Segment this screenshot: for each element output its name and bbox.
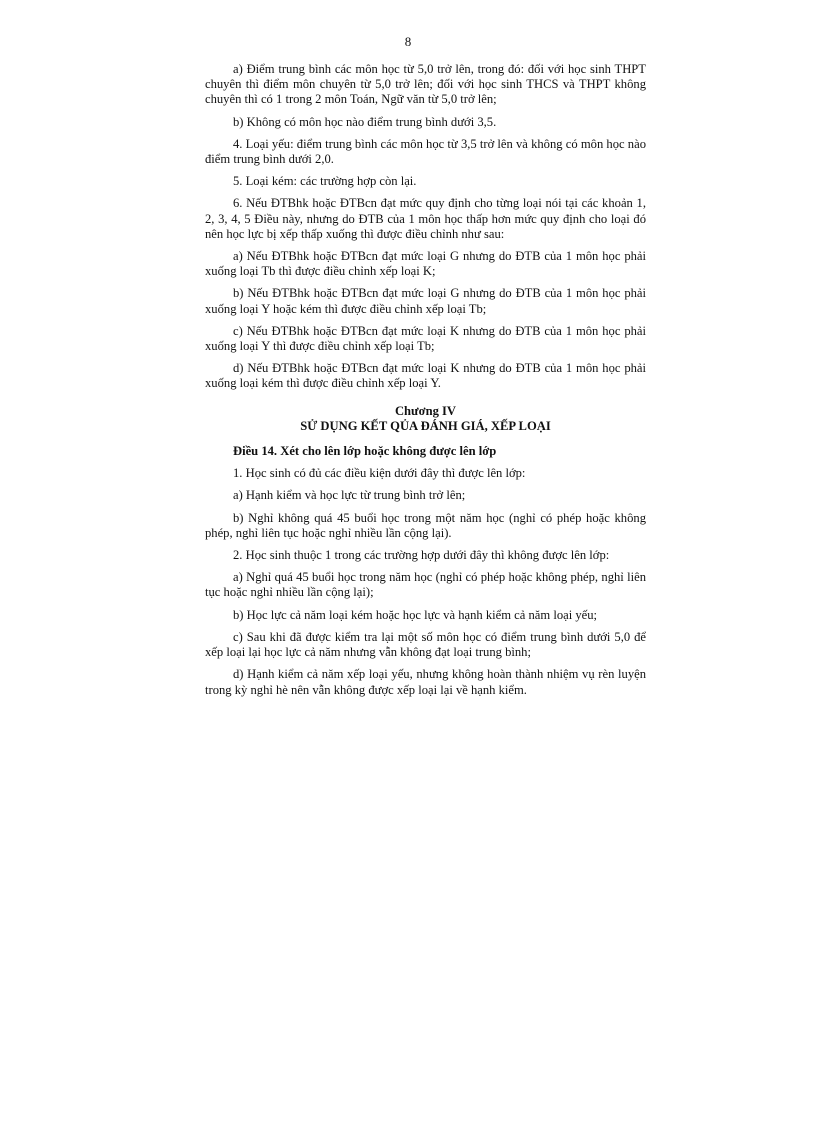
- paragraph: a) Nếu ĐTBhk hoặc ĐTBcn đạt mức loại G nhưng do ĐTB của 1 môn học phải xuống loại Tb thì được điều chỉnh xếp loại K;: [205, 249, 646, 279]
- paragraph: b) Không có môn học nào điểm trung bình dưới 3,5.: [233, 114, 497, 129]
- paragraph: 2. Học sinh thuộc 1 trong các trường hợp dưới đây thì không được lên lớp:: [233, 548, 610, 563]
- paragraph: c) Nếu ĐTBhk hoặc ĐTBcn đạt mức loại K nhưng do ĐTB của 1 môn học phải xuống loại Y thì được điều chỉnh xếp loại Tb;: [205, 323, 646, 354]
- paragraph: 4. Loại yếu: điểm trung bình các môn học từ 3,5 trở lên và không có môn học nào điểm trung bình dưới 2,0.: [205, 136, 646, 167]
- paragraph: b) Nếu ĐTBhk hoặc ĐTBcn đạt mức loại G nhưng do ĐTB của 1 môn học phải xuống loại Y hoặc kém thì được điều chỉnh xếp loại Tb;: [205, 286, 646, 316]
- page-number: 8: [404, 34, 412, 49]
- paragraph: 1. Học sinh có đủ các điều kiện dưới đây thì được lên lớp:: [233, 466, 526, 481]
- article-heading: Điều 14. Xét cho lên lớp hoặc không được lên lớp: [233, 444, 497, 459]
- paragraph: c) Sau khi đã được kiểm tra lại một số môn học có điểm trung bình dưới 5,0 để xếp loại lại học lực cả năm nhưng vẫn không đạt loại trung bình;: [205, 629, 646, 660]
- paragraph: a) Nghỉ quá 45 buổi học trong năm học (nghỉ có phép hoặc không phép, nghỉ liên tục hoặc nghỉ nhiều lần cộng lại);: [205, 570, 646, 600]
- paragraph: a) Điểm trung bình các môn học từ 5,0 trở lên, trong đó: đối với học sinh THPT chuyên thì điểm môn chuyên từ 5,0 trở lên; đối với học sinh THCS và THPT không chuyên thì có 1 trong 2 môn Toán, Ngữ văn từ 5,0 trở lên;: [205, 62, 646, 107]
- chapter-label: Chương IV: [394, 403, 457, 418]
- paragraph: d) Hạnh kiểm cả năm xếp loại yếu, nhưng không hoàn thành nhiệm vụ rèn luyện trong kỳ nghỉ hè nên vẫn không được xếp loại lại về hạnh kiểm.: [205, 667, 646, 697]
- paragraph: b) Nghỉ không quá 45 buổi học trong một năm học (nghỉ có phép hoặc không phép, nghỉ liên tục hoặc nghỉ nhiều lần cộng lại).: [205, 510, 646, 540]
- paragraph: 6. Nếu ĐTBhk hoặc ĐTBcn đạt mức quy định cho từng loại nói tại các khoản 1, 2, 3, 4, 5 Điều này, nhưng do ĐTB của 1 môn học thấp hơn mức quy định cho loại đó nên học lực bị xếp thấp xuống thì được điều chỉnh như sau:: [205, 196, 646, 241]
- paragraph: 5. Loại kém: các trường hợp còn lại.: [233, 174, 417, 189]
- paragraph: b) Học lực cả năm loại kém hoặc học lực và hạnh kiểm cả năm loại yếu;: [233, 607, 598, 622]
- chapter-title: SỬ DỤNG KẾT QỦA ĐÁNH GIÁ, XẾP LOẠI: [300, 418, 551, 433]
- paragraph: a) Hạnh kiểm và học lực từ trung bình trở lên;: [233, 488, 466, 503]
- document-body: [205, 62, 646, 705]
- paragraph: d) Nếu ĐTBhk hoặc ĐTBcn đạt mức loại K nhưng do ĐTB của 1 môn học phải xuống loại kém thì được điều chỉnh xếp loại Y.: [205, 361, 646, 391]
